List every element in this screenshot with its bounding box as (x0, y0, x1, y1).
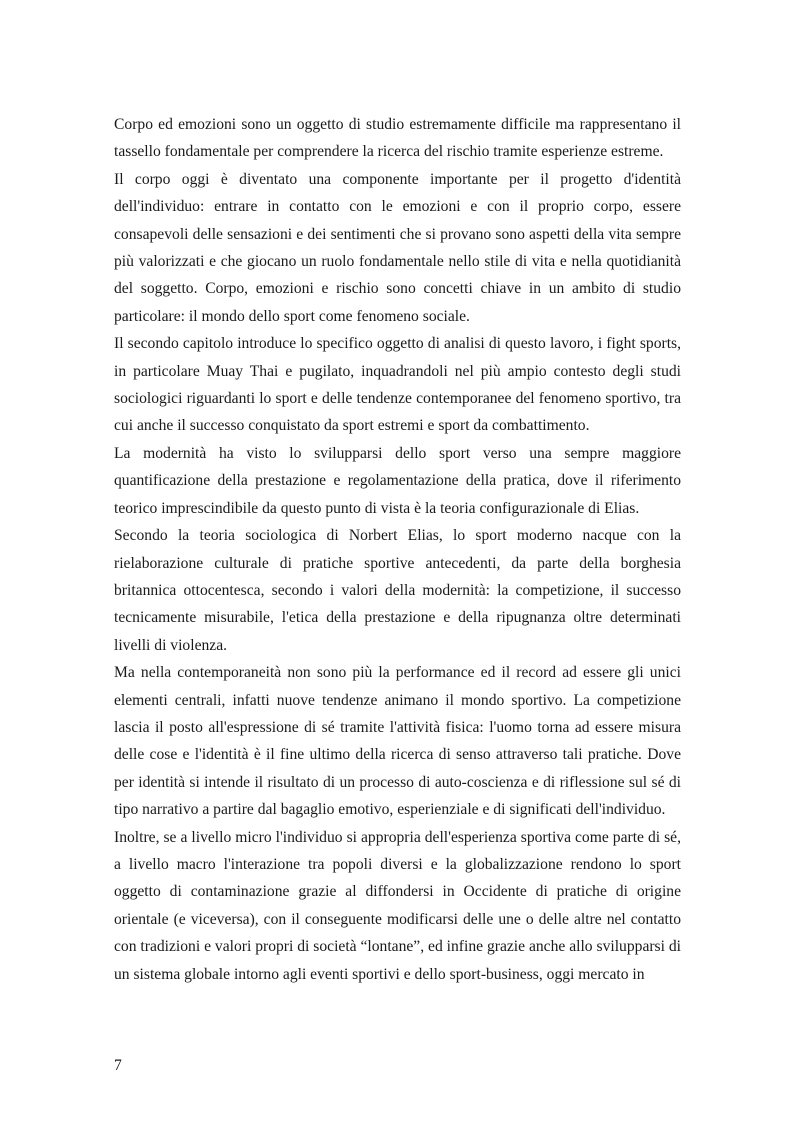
paragraph-3: Il secondo capitolo introduce lo specifico oggetto di analisi di questo lavoro, i fight sports, in particolare Muay Thai e pugilato, inquadrandoli nel più ampio contesto degli studi sociologici riguardanti lo sport e delle tendenze contemporanee del fenomeno sportivo, tra cui anche il successo conquistato da sport estremi e sport da combattimento. (114, 335, 681, 435)
paragraph-4: La modernità ha visto lo svilupparsi dello sport verso una sempre maggiore quantificazione della prestazione e regolamentazione della pratica, dove il riferimento teorico imprescindibile da questo punto di vista è la teoria configurazionale di Elias. (114, 444, 681, 517)
paragraph-2: Il corpo oggi è diventato una componente importante per il progetto d'identità dell'individuo: entrare in contatto con le emozioni e con il proprio corpo, essere consapevoli delle sensazioni e dei sentimenti che si provano sono aspetti della vita sempre più valorizzati e che giocano un ruolo fondamentale nello stile di vita e nella quotidianità del soggetto. Corpo, emozioni e rischio sono concetti chiave in un ambito di studio particolare: il mondo dello sport come fenomeno sociale. (114, 170, 681, 325)
body-text (114, 111, 681, 988)
paragraph-1: Corpo ed emozioni sono un oggetto di studio estremamente difficile ma rappresentano il tassello fondamentale per comprendere la ricerca del rischio tramite esperienze estreme. (114, 116, 681, 161)
paragraph-6: Ma nella contemporaneità non sono più la performance ed il record ad essere gli unici elementi centrali, infatti nuove tendenze animano il mondo sportivo. La competizione lascia il posto all'espressione di sé tramite l'attività fisica: l'uomo torna ad essere misura delle cose e l'identità è il fine ultimo della ricerca di senso attraverso tali pratiche. Dove per identità si intende il risultato di un processo di auto-coscienza e di riflessione sul sé di tipo narrativo a partire dal bagaglio emotivo, esperienziale e di significati dell'individuo. (114, 664, 681, 819)
paragraph-5: Secondo la teoria sociologica di Norbert Elias, lo sport moderno nacque con la rielaborazione culturale di pratiche sportive antecedenti, da parte della borghesia britannica ottocentesca, secondo i valori della modernità: la competizione, il successo tecnicamente misurabile, l'etica della prestazione e della ripugnanza oltre determinati livelli di violenza. (114, 527, 681, 654)
paragraph-7: Inoltre, se a livello micro l'individuo si appropria dell'esperienza sportiva come parte di sé, a livello macro l'interazione tra popoli diversi e la globalizzazione rendono lo sport oggetto di contaminazione grazie al diffondersi in Occidente di pratiche di origine orientale (e viceversa), con il conseguente modificarsi delle une o delle altre nel contatto con tradizioni e valori propri di società “lontane”, ed infine grazie anche allo svilupparsi di un sistema globale intorno agli eventi sportivi e dello sport-business, oggi mercato in (114, 828, 681, 983)
page-number: 7 (114, 1057, 122, 1074)
